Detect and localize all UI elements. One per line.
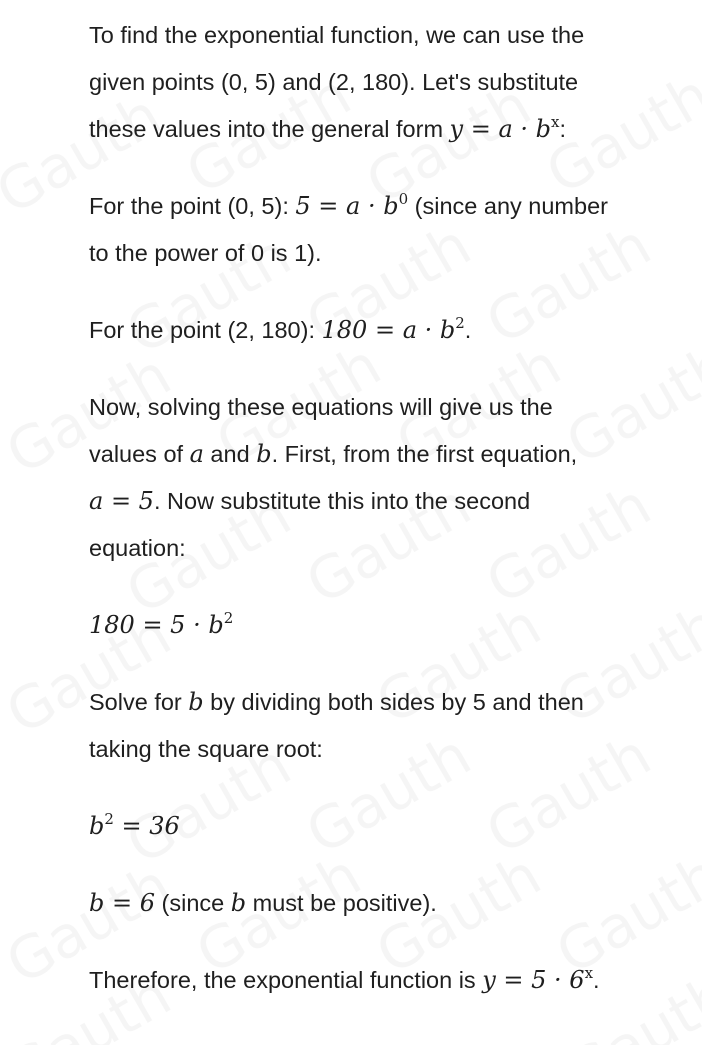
solve-b-paragraph bbox=[89, 679, 689, 773]
variable-b: b bbox=[256, 440, 272, 468]
text-line bbox=[89, 431, 689, 478]
substituted-equation bbox=[89, 602, 689, 649]
text-fragment: For the point (0, 5): bbox=[89, 193, 296, 219]
text-line: Now, solving these equations will give us the bbox=[89, 394, 553, 420]
text-line bbox=[89, 106, 689, 153]
intro-paragraph bbox=[89, 12, 689, 153]
a-value-equation: a = 5 bbox=[89, 487, 154, 515]
text-fragment: Therefore, the exponential function is bbox=[89, 967, 483, 993]
final-function bbox=[482, 966, 593, 994]
b-value-line bbox=[89, 880, 689, 927]
variable-b: b bbox=[188, 688, 204, 716]
b-value-equation bbox=[89, 889, 155, 917]
formula-text: 180 = a · b bbox=[321, 316, 456, 344]
variable-b: b bbox=[230, 889, 247, 917]
text-fragment: values of bbox=[89, 441, 190, 467]
text-line bbox=[89, 679, 689, 726]
text-fragment: (since bbox=[155, 890, 231, 916]
exponent: x bbox=[551, 113, 560, 131]
formula-text: b = 6 bbox=[89, 889, 155, 917]
conclusion-paragraph bbox=[89, 957, 689, 1004]
text-fragment: . Now substitute this into the second bbox=[153, 488, 531, 514]
formula-text: b bbox=[89, 812, 105, 840]
text-fragment: and bbox=[203, 441, 257, 467]
text-fragment: by dividing both sides by 5 and then bbox=[203, 689, 584, 715]
text-line: to the power of 0 is 1). bbox=[89, 240, 322, 266]
solving-paragraph bbox=[89, 384, 689, 572]
text-fragment: (since any number bbox=[408, 193, 608, 219]
second-point-paragraph bbox=[89, 307, 689, 354]
solution-content bbox=[89, 12, 689, 1045]
text-fragment: . bbox=[464, 317, 472, 343]
formula-text: y = a · b bbox=[449, 115, 552, 143]
text-line bbox=[89, 307, 689, 354]
text-line: equation: bbox=[89, 535, 186, 561]
exponent: 2 bbox=[104, 810, 114, 828]
exponent: 2 bbox=[455, 314, 465, 332]
formula-text: y = 5 · 6 bbox=[482, 966, 585, 994]
formula-text: 5 = a · b bbox=[295, 192, 399, 220]
formula-text: 180 = 5 · b bbox=[89, 611, 224, 639]
formula bbox=[89, 812, 180, 840]
first-point-equation bbox=[295, 192, 408, 220]
exponent: x bbox=[584, 964, 594, 982]
exponent: 0 bbox=[398, 190, 409, 208]
text-fragment: : bbox=[559, 116, 567, 142]
text-fragment: . bbox=[593, 967, 600, 993]
text-line bbox=[89, 183, 689, 230]
b-squared-equation bbox=[89, 803, 689, 850]
text-fragment: these values into the general form bbox=[89, 116, 450, 142]
text-fragment: . First, from the first equation, bbox=[271, 441, 578, 467]
formula bbox=[89, 611, 233, 639]
text-fragment: Solve for bbox=[89, 689, 189, 715]
first-point-paragraph bbox=[89, 183, 689, 277]
text-line: given points (0, 5) and (2, 180). Let's substitute bbox=[89, 69, 579, 95]
exponent: 2 bbox=[223, 609, 234, 627]
text-fragment: must be positive). bbox=[246, 890, 437, 916]
text-fragment: For the point (2, 180): bbox=[89, 317, 322, 343]
text-line: taking the square root: bbox=[89, 736, 323, 762]
variable-a: a bbox=[189, 440, 204, 468]
general-form-formula bbox=[450, 115, 560, 143]
second-point-equation bbox=[322, 316, 465, 344]
formula-text: = 36 bbox=[113, 812, 180, 840]
text-line bbox=[89, 478, 689, 525]
text-line: To find the exponential function, we can use the bbox=[89, 22, 585, 48]
